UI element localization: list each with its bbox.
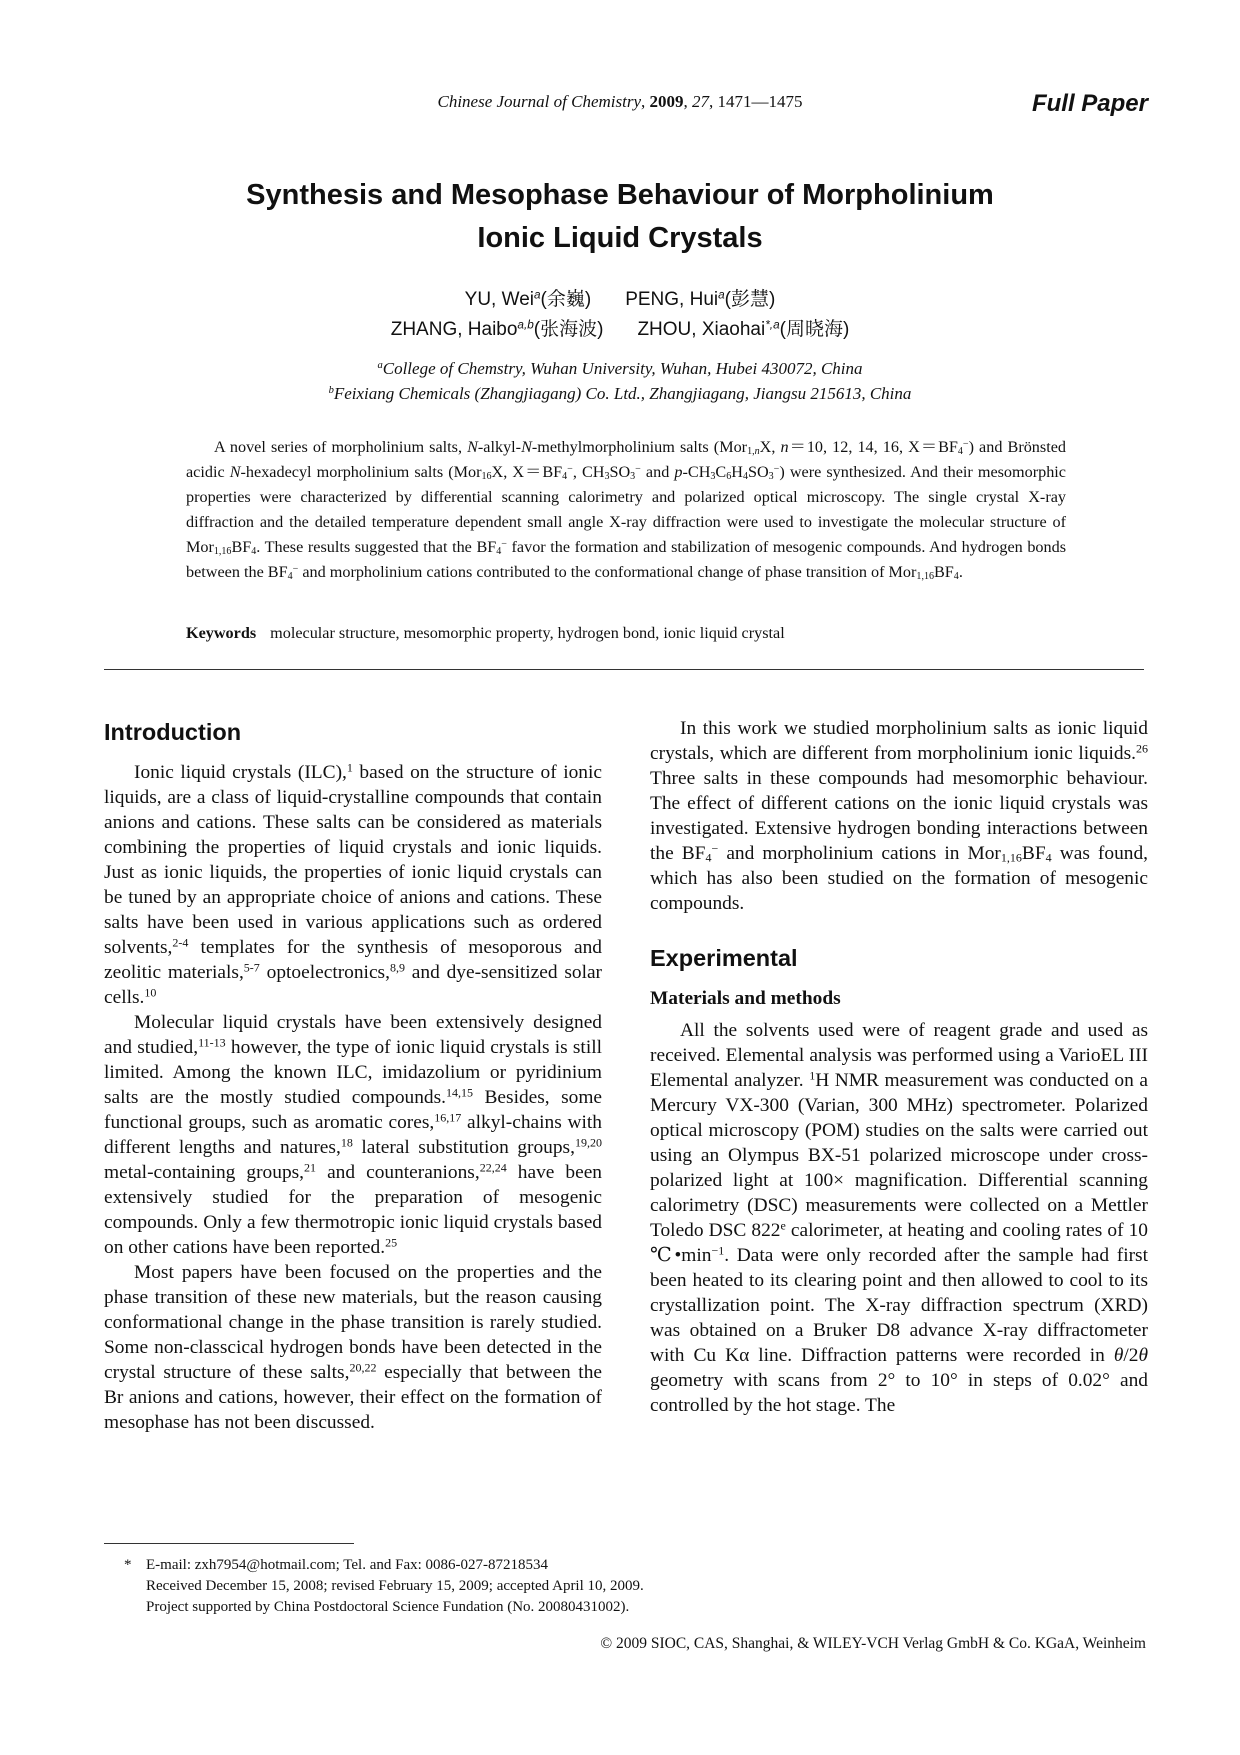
author-1: YU, Wei$^a$(余巍) [464,288,592,310]
footnote [124,1555,644,1618]
author-4: ZHOU, Xiaohai$^{*,a}$(周晓海) [637,318,850,340]
author-list [0,285,1240,345]
intro-paragraph-3: Most papers have been focused on the properties and the phase transition of these new materials, but the reason causing conformational change in the phase transition is rarely studied. Some non-classcical hydrogen bonds have been detected in the crystal structure of these salts,$^{20,22}$ especially that between the Br anions and cations, however, their effect on the formation of mesophase has not been discussed. [104,1262,602,1433]
left-column [104,716,602,1435]
footnote-contact: * E-mail: zxh7954@hotmail.com; Tel. and Fax: 0086-027-87218534 [124,1557,549,1573]
author-2: PENG, Hui$^a$(彭慧) [625,288,776,310]
title-line-2: Ionic Liquid Crystals [477,222,763,254]
intro-paragraph-1: Ionic liquid crystals (ILC),$^1$ based on the structure of ionic liquids, are a class of liquid-crystalline compounds that contain anions and cations. These salts can be considered as materials combining the properties of liquid crystals and ionic liquids. Just as ionic liquids, the properties of ionic liquid crystals can be tuned by an appropriate choice of anions and cations. These salts have been used in various applications such as ordered solvents,$^{2-4}$ templates for the synthesis of mesoporous and zeolitic materials,$^{5-7}$ optoelectronics,$^{8,9}$ and dye-sensitized solar cells.$^{10}$ [104,760,603,1008]
affiliation-a: $^a$College of Chemstry, Wuhan University, Wuhan, Hubei 430072, China [377,359,863,378]
keywords-list: molecular structure, mesomorphic property, hydrogen bond, ionic liquid crystal [270,624,785,642]
keywords [186,624,785,643]
title-line-1: Synthesis and Mesophase Behaviour of Morpholinium [246,179,994,211]
intro-paragraph-2: Molecular liquid crystals have been extensively designed and studied,$^{11-13}$ however, the type of ionic liquid crystals is still limited. Among the known ILC, imidazolium or pyridinium salts are the mostly studied compounds.$^{14,15}$ Besides, some functional groups, such as aromatic cores,$^{16,17}$ alkyl-chains with different lengths and natures,$^{18}$ lateral substitution groups,$^{19,20}$ metal-containing groups,$^{21}$ and counteranions,$^{22,24}$ have been extensively studied for the preparation of mesogenic compounds. Only a few thermotropic ionic liquid crystals based on other cations have been reported.$^{25}$ [104,1012,603,1258]
affiliation-b: $^b$Feixiang Chemicals (Zhangjiagang) Co. Ltd., Zhangjiagang, Jiangsu 215613, China [328,384,912,403]
copyright-notice: © 2009 SIOC, CAS, Shanghai, & WILEY-VCH Verlag GmbH & Co. KGaA, Weinheim [600,1635,1146,1652]
materials-methods-heading: Materials and methods [650,988,841,1009]
experimental-paragraph-1: All the solvents used were of reagent grade and used as received. Elemental analysis was performed using a VarioEL III Elemental analyzer. $^1$H NMR measurement was conducted on a Mercury VX-300 (Varian, 300 MHz) spectrometer. Polarized optical microscopy (POM) studies on the salts were carried out using an Olympus BX-51 polarized microscope under cross-polarized light at 100× magnification. Differential scanning calorimetry (DSC) measurements were collected on a Mettler Toledo DSC 822e calorimeter, at heating and cooling rates of 10 $℃•\min^{-1}$. Data were only recorded after the sample had first been heated to its clearing point and then allowed to cool to its crystallization point. The X-ray diffraction spectrum (XRD) was obtained on a Bruker D8 advance X-ray diffractometer with Cu Kα line. Diffraction patterns were recorded in θ/2θ geometry with scans from 2° to 10° in steps of 0.02° and controlled by the hot stage. The [650,1020,1148,1416]
journal-pages: 1471—1475 [717,92,803,111]
author-3: ZHANG, Haibo$^{a,b}$(张海波) [390,318,604,340]
abstract-text: A novel series of morpholinium salts, N-alkyl-N-methylmorpholinium salts (Mor$_{1,n}$X, n＝10, 12, 14, 16, $X=BF_4^-$) and Brönsted acidic N-hexadecyl morpholinium salts (Mor$_{16}$X, $X=BF_4^-$, $CH_3SO_3^-$ and $p-CH_3C_6H_4SO_3^-$) were synthesized. And their mesomorphic properties were characterized by differential scanning calorimetry and polarized optical microscopy. The single crystal X-ray diffraction and the detailed temperature dependent small angle X-ray diffraction were used to investigate the molecular structure of $Mor_{1,16}BF_4$. These results suggested that the $BF_4^-$ favor the formation and stabilization of mesogenic compounds. And hydrogen bonds between the $BF_4^-$ and morpholinium cations contributed to the conformational change of phase transition of $Mor_{1,16}BF_4$. [186,438,1066,582]
intro-paragraph-4: In this work we studied morpholinium salts as ionic liquid crystals, which are different from morpholinium ionic liquids.$^{26}$ Three salts in these compounds had mesomorphic behaviour. The effect of different cations on the ionic liquid crystals was investigated. Extensive hydrogen bonding interactions between the $BF_4^-$ and morpholinium cations in $Mor_{1,16}BF_4$ was found, which has also been studied on the formation of mesogenic compounds. [650,718,1149,914]
keywords-label: Keywords [186,624,257,642]
affiliations [0,356,1240,406]
journal-name: Chinese Journal of Chemistry [437,92,641,111]
footnote-received: Received December 15, 2008; revised February 15, 2009; accepted April 10, 2009. [146,1578,644,1594]
introduction-heading: Introduction [104,719,242,745]
section-divider [104,669,1144,670]
footnote-funding: Project supported by China Postdoctoral Science Fundation (No. 20080431002). [146,1599,630,1615]
journal-citation: Chinese Journal of Chemistry, 2009, 27, 1471—1475 [437,92,803,111]
footnote-divider [104,1543,354,1544]
experimental-heading: Experimental [650,945,798,971]
journal-year: 2009 [649,92,684,111]
journal-volume: 27 [692,92,709,111]
paper-title [180,174,1060,260]
article-type-label: Full Paper [1031,90,1148,117]
right-column [650,716,1148,1418]
abstract [186,435,1066,585]
